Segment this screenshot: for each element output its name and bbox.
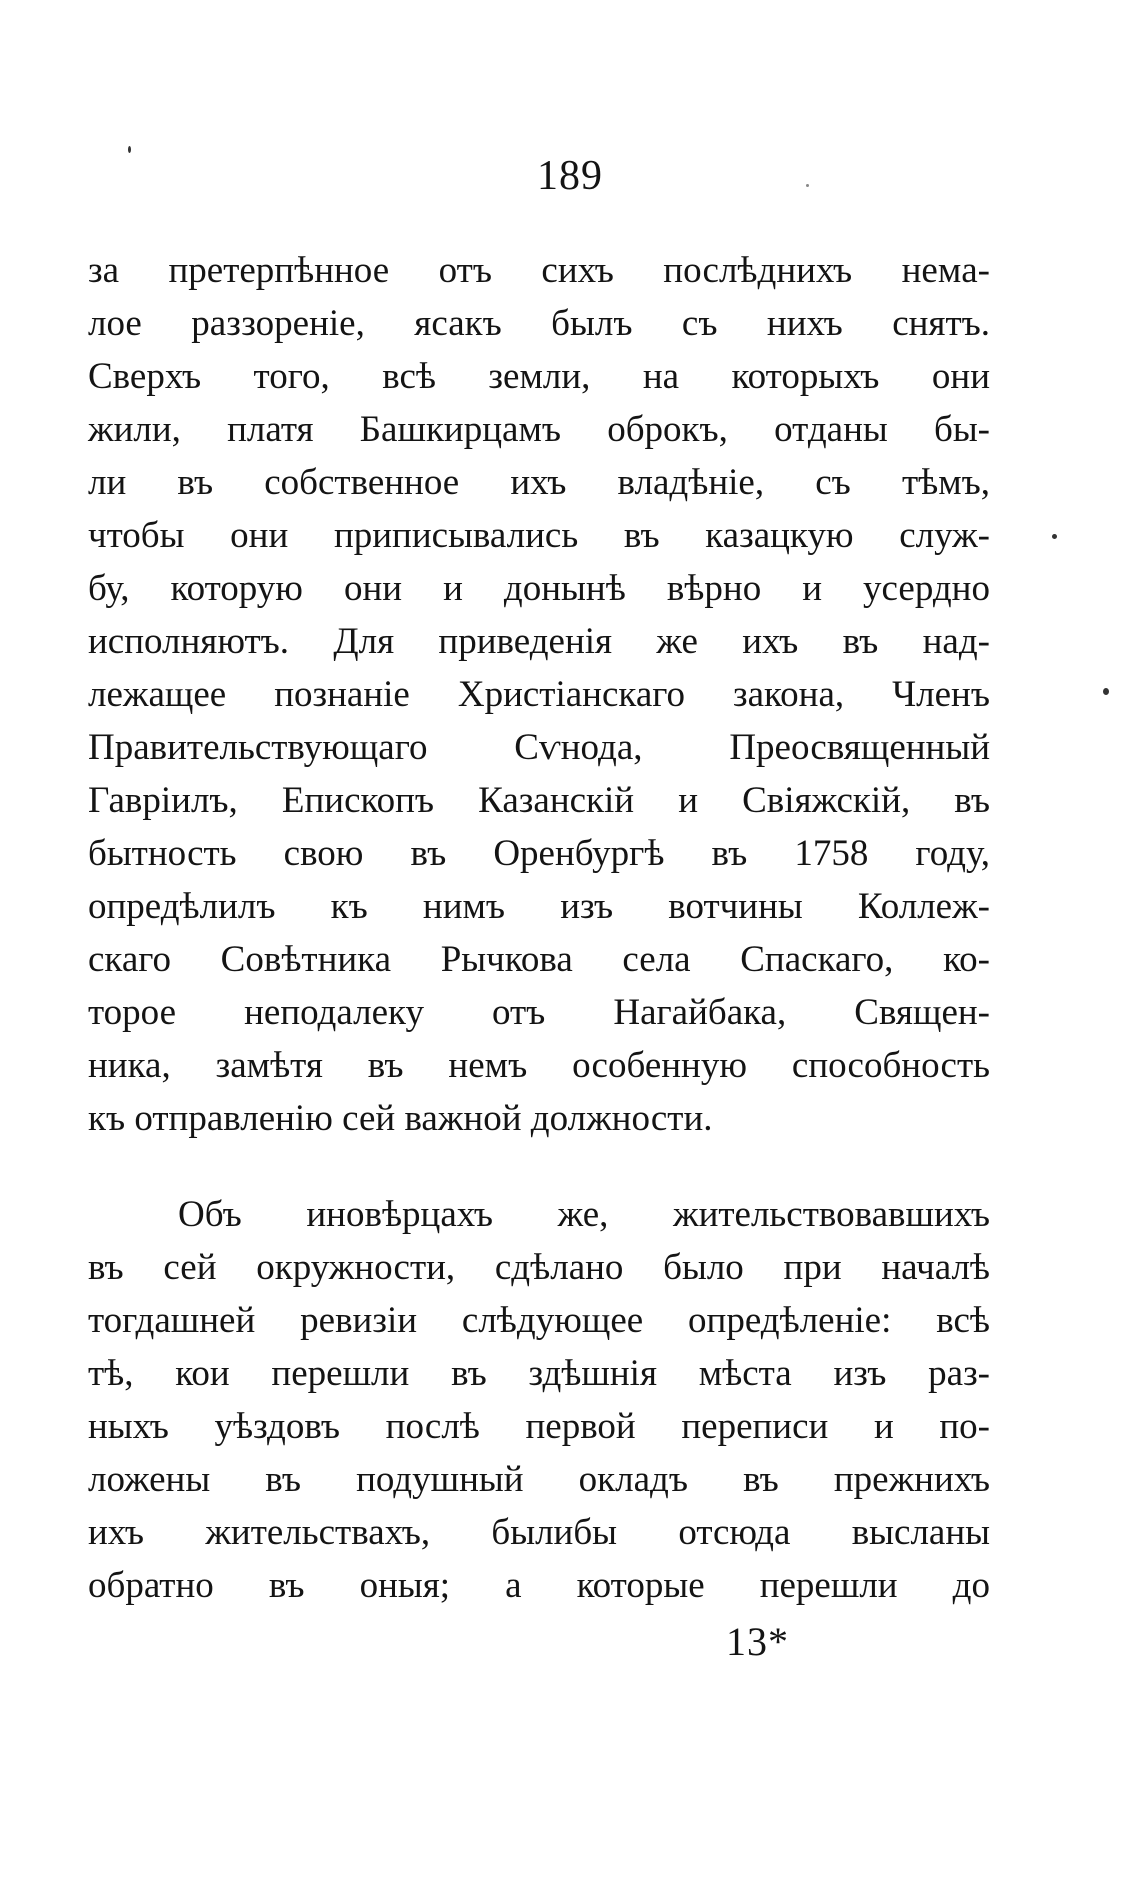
text-line: чтобы они приписывались въ казацкую служ- [88, 515, 990, 556]
text-line: за претерпѣнное отъ сихъ послѣднихъ немa- [88, 250, 990, 291]
text-line: опредѣлилъ къ нимъ изъ вотчины Коллеж- [88, 886, 990, 927]
text-line: тѣ, кои перешли въ здѣшнія мѣста изъ раз- [88, 1353, 990, 1394]
text-line: Объ иновѣрцахъ же, жительствовавшихъ [178, 1194, 990, 1235]
text-line: въ сей окружности, сдѣлано было при началѣ [88, 1247, 990, 1288]
text-line: бу, которую они и донынѣ вѣрно и усердно [88, 568, 990, 609]
text-line: бытность свою въ Оренбургѣ въ 1758 году, [88, 833, 990, 874]
text-line: скаго Совѣтника Рычкова села Спаскаго, ко- [88, 939, 990, 980]
text-line: ныхъ уѣздовъ послѣ первой переписи и по- [88, 1406, 990, 1447]
text-line: исполняютъ. Для приведенія же ихъ въ над- [88, 621, 990, 662]
text-line: Гавріилъ, Епископъ Казанскій и Свіяжскій, въ [88, 780, 990, 821]
text-line: лое раззореніе, ясакъ былъ съ нихъ снятъ. [88, 303, 990, 344]
text-line: жили, платя Башкирцамъ оброкъ, отданы бы- [88, 409, 990, 450]
page-number: 189 [537, 153, 603, 199]
text-line: тогдашней ревизіи слѣдующее опредѣленіе: всѣ [88, 1300, 990, 1341]
text-line: къ отправленію сей важной должности. [88, 1098, 713, 1139]
signature-mark: 13* [726, 1619, 789, 1664]
paragraph-1 [88, 244, 990, 1145]
text-line: лежащее познаніе Христіанскаго закона, Членъ [88, 674, 990, 715]
text-line: ли въ собственное ихъ владѣніе, съ тѣмъ, [88, 462, 990, 503]
print-speck [1103, 688, 1109, 695]
text-line: обратно въ оныя; а которые перешли до [88, 1565, 990, 1606]
print-speck [1052, 534, 1057, 539]
paragraph-2 [88, 1188, 990, 1612]
text-line: ихъ жительствахъ, былибы отсюда высланы [88, 1512, 990, 1553]
text-line: ложены въ подушный окладъ въ прежнихъ [88, 1459, 990, 1500]
text-line: Правительствующаго Сѵнода, Преосвященный [88, 727, 990, 768]
text-line: ника, замѣтя въ немъ особенную способность [88, 1045, 990, 1086]
text-line: Сверхъ того, всѣ земли, на которыхъ они [88, 356, 990, 397]
text-line: торое неподалеку отъ Нагайбака, Священ- [88, 992, 990, 1033]
